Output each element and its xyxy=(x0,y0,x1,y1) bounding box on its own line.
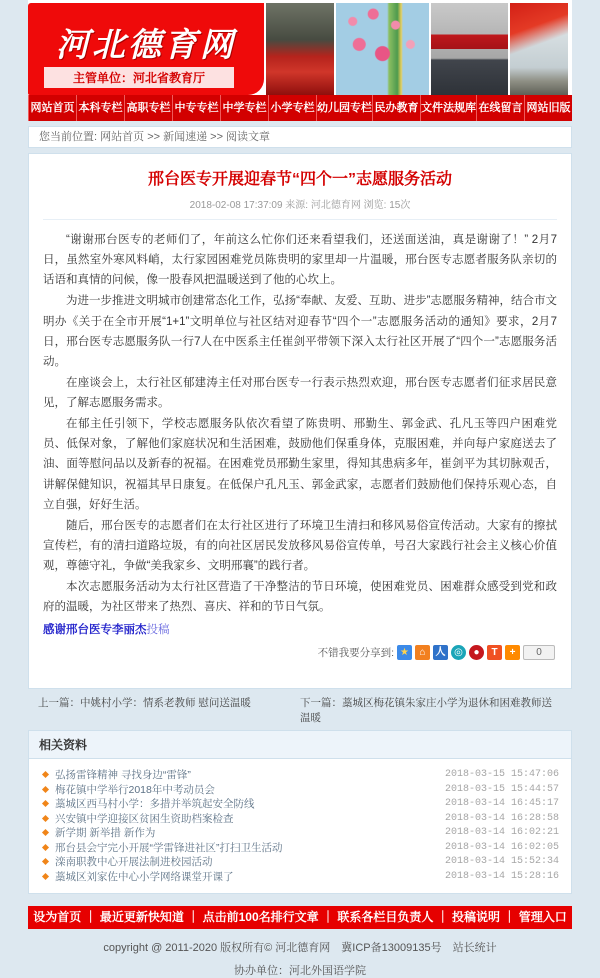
related-item-title: 新学期 新举措 新作为 xyxy=(55,827,156,840)
diamond-bullet-icon xyxy=(42,771,49,778)
nav-item[interactable]: 小学专栏 xyxy=(268,95,316,121)
nav-item[interactable]: 高职专栏 xyxy=(124,95,172,121)
related-item-date: 2018-03-14 16:45:17 xyxy=(444,798,559,810)
prev-label: 上一篇： xyxy=(38,697,80,710)
baidu-space-icon[interactable]: ⌂ xyxy=(415,645,430,660)
main-nav xyxy=(28,95,572,121)
article-paragraph: 本次志愿服务活动为太行社区营造了干净整洁的节日环境，使困难党员、困难群众感受到党和政府的温暖，为社区带来了热烈、喜庆、祥和的节日气氛。 xyxy=(43,581,557,614)
diamond-bullet-icon xyxy=(42,829,49,836)
nav-item[interactable]: 本科专栏 xyxy=(76,95,124,121)
footer-link[interactable]: 点击前100名排行文章 xyxy=(202,910,319,925)
footer-link[interactable]: 联系各栏目负责人 xyxy=(337,910,434,925)
article-paragraph: 在郁主任引领下，学校志愿服务队依次看望了陈贵明、邢勤生、郭金武、孔凡玉等四户困难党员、低保对象，了解他们家庭状况和生活困难，鼓励他们保重身体，克服困难，并向每户家庭送去了油、面等慰问品以及新春的祝福。在困难党员邢勤生家里，得知其患病多年，崔剑平为其切脉观舌，讲解保健知识，祝福其早日康复。在低保户孔凡玉、郭金武家，志愿者们鼓励他们保持乐观心态，自立自强，好好生活。 xyxy=(43,418,557,511)
more-share-icon[interactable]: + xyxy=(505,645,520,660)
prev-article-link[interactable] xyxy=(38,695,300,725)
prev-title: 中姚村小学：情系老教师 慰问送温暖 xyxy=(80,697,251,710)
nav-item[interactable]: 中学专栏 xyxy=(220,95,268,121)
article-meta: 2018-02-08 17:37:09 来源: 河北德育网 浏览: 15次 xyxy=(43,189,557,220)
header-photo-heart-wall xyxy=(336,3,429,95)
article xyxy=(28,153,572,689)
footer-link[interactable]: 投稿说明 xyxy=(452,910,501,925)
footer-nav: 设为首页 ｜ 最近更新快知道 ｜ 点击前100名排行文章 ｜ 联系各栏目负责人 ｜ 投稿说明 ｜ 管理入口 xyxy=(28,906,572,929)
breadcrumb-link[interactable]: 阅读文章 xyxy=(226,131,271,143)
header-photo-strip xyxy=(264,3,572,95)
share-bar xyxy=(45,645,555,660)
header-banner xyxy=(28,0,572,95)
related-item-title: 滦南职教中心开展法制进校园活动 xyxy=(55,856,213,869)
header-photo-red-flag xyxy=(510,3,568,95)
breadcrumb-link[interactable]: 新闻速递 xyxy=(163,131,208,143)
weibo-icon[interactable]: ● xyxy=(469,645,484,660)
article-paragraph: 在座谈会上，太行社区郁建涛主任对邢台医专一行表示热烈欢迎，邢台医专志愿者们征求居民意见，了解志愿服务需求。 xyxy=(43,376,557,409)
related-list xyxy=(29,759,571,893)
diamond-bullet-icon xyxy=(42,858,49,865)
contributor-credit xyxy=(43,621,557,637)
nav-item[interactable]: 网站首页 xyxy=(28,95,76,121)
diamond-bullet-icon xyxy=(42,844,49,851)
kaixin-icon[interactable]: ◎ xyxy=(451,645,466,660)
page-column xyxy=(28,0,572,978)
article-title: 邢台医专开展迎春节“四个一”志愿服务活动 xyxy=(147,171,452,188)
nav-item[interactable]: 幼儿园专栏 xyxy=(316,95,372,121)
article-paragraph: 为进一步推进文明城市创建常态化工作，弘扬“奉献、友爱、互助、进步”志愿服务精神，结合市文明办《关于在全市开展“1+1”文明单位与社区结对迎春节“四个一”志愿服务活动的通知》要求，2月7日，邢台医专志愿服务队一行7人在中医系主任崔剑平带领下深入太行社区开展了“四个一”志愿服务活动。 xyxy=(43,295,557,368)
contributor-name: 感谢邢台医专李丽杰 xyxy=(43,624,147,637)
related-section xyxy=(28,730,572,894)
nav-item[interactable]: 中专专栏 xyxy=(172,95,220,121)
article-body xyxy=(43,230,557,617)
related-item-date: 2018-03-14 15:52:34 xyxy=(444,856,559,868)
qzone-icon[interactable]: ★ xyxy=(397,645,412,660)
diamond-bullet-icon xyxy=(42,873,49,880)
related-item-date: 2018-03-14 15:28:16 xyxy=(444,870,559,882)
nav-item[interactable]: 文件法规库 xyxy=(420,95,476,121)
header-photo-banner-signing xyxy=(266,3,334,95)
footer-link[interactable]: 设为首页 xyxy=(33,910,82,925)
related-item[interactable] xyxy=(41,840,559,855)
related-item-date: 2018-03-14 16:02:05 xyxy=(444,841,559,853)
related-item-title: 藁城区刘家佐中心小学网络课堂开课了 xyxy=(55,870,234,883)
next-label: 下一篇： xyxy=(300,697,342,710)
site-logo[interactable] xyxy=(28,3,264,95)
article-pager xyxy=(28,689,572,730)
related-item[interactable] xyxy=(41,767,559,782)
share-label: 不错我要分享到: xyxy=(317,647,394,660)
tencent-weibo-icon[interactable]: T xyxy=(487,645,502,660)
breadcrumb-label: 您当前位置: xyxy=(39,131,98,143)
related-item[interactable] xyxy=(41,869,559,884)
related-item-title: 邢台县会宁完小开展“学雷锋进社区”打扫卫生活动 xyxy=(55,841,283,854)
related-item-title: 梅花镇中学举行2018年中考动员会 xyxy=(55,783,215,796)
co-organizer-line: 协办单位：河北外国语学院 xyxy=(234,965,366,978)
nav-item[interactable]: 在线留言 xyxy=(476,95,524,121)
breadcrumb-link[interactable]: 网站首页 xyxy=(100,131,145,143)
related-item[interactable] xyxy=(41,811,559,826)
nav-item[interactable]: 民办教育 xyxy=(372,95,420,121)
article-paragraph: “谢谢邢台医专的老师们了，年前这么忙你们还来看望我们，还送面送油，真是谢谢了！” 2月7日，虽然室外寒风料峭，太行家园困难党员陈贵明的家里却一片温暖，邢台医专志愿者服务队亲切的话语和真情的问候，像一股春风把温暖送到了他的心坎上。 xyxy=(43,234,557,287)
share-icons xyxy=(397,645,520,660)
related-item-title: 藁城区西马村小学：多措并举筑起安全防线 xyxy=(55,798,255,811)
related-item-title: 弘扬雷锋精神 寻找身边“雷锋” xyxy=(55,769,191,782)
site-name: 河北德育网 xyxy=(56,28,236,64)
share-count: 0 xyxy=(523,645,555,660)
nav-item[interactable]: 网站旧版 xyxy=(524,95,572,121)
related-item[interactable] xyxy=(41,796,559,811)
related-item-title: 兴安镇中学迎接区贫困生资助档案检查 xyxy=(55,812,234,825)
related-item-date: 2018-03-14 16:28:58 xyxy=(444,812,559,824)
related-item[interactable] xyxy=(41,854,559,869)
contributor-suffix: 投稿 xyxy=(146,624,170,637)
article-paragraph: 随后，邢台医专的志愿者们在太行社区进行了环境卫生清扫和移风易俗宣传活动。大家有的擦拭宣传栏，有的清扫道路垃圾，有的向社区居民发放移风易俗宣传单，号召大家践行社会主义核心价值观，尊德守礼，争做“美我家乡、文明邢襄”的践行者。 xyxy=(43,519,557,572)
related-item-date: 2018-03-14 16:02:21 xyxy=(444,827,559,839)
footer-link[interactable]: 最近更新快知道 xyxy=(99,910,184,925)
next-article-link[interactable] xyxy=(300,695,562,725)
next-title: 藁城区梅花镇朱家庄小学为退休和困难教师送温暖 xyxy=(300,697,552,725)
related-item-date: 2018-03-15 15:44:57 xyxy=(444,783,559,795)
related-item[interactable] xyxy=(41,825,559,840)
diamond-bullet-icon xyxy=(42,800,49,807)
header-photo-crowd-banner xyxy=(431,3,508,95)
diamond-bullet-icon xyxy=(42,815,49,822)
supervisor-strip: 主管单位：河北省教育厅 xyxy=(44,67,234,88)
diamond-bullet-icon xyxy=(42,786,49,793)
copyright-line: copyright @ 2011-2020 版权所有© 河北德育网 冀ICP备13009135号 站长统计 xyxy=(103,942,497,955)
breadcrumb-trail: 网站首页 >> 新闻速递 >> 阅读文章 xyxy=(100,131,271,143)
related-item-date: 2018-03-15 15:47:06 xyxy=(444,769,559,781)
footer-link[interactable]: 管理入口 xyxy=(518,910,567,925)
related-section-title: 相关资料 xyxy=(29,731,571,759)
breadcrumb xyxy=(28,126,572,148)
renren-icon[interactable]: 人 xyxy=(433,645,448,660)
related-item[interactable] xyxy=(41,782,559,797)
